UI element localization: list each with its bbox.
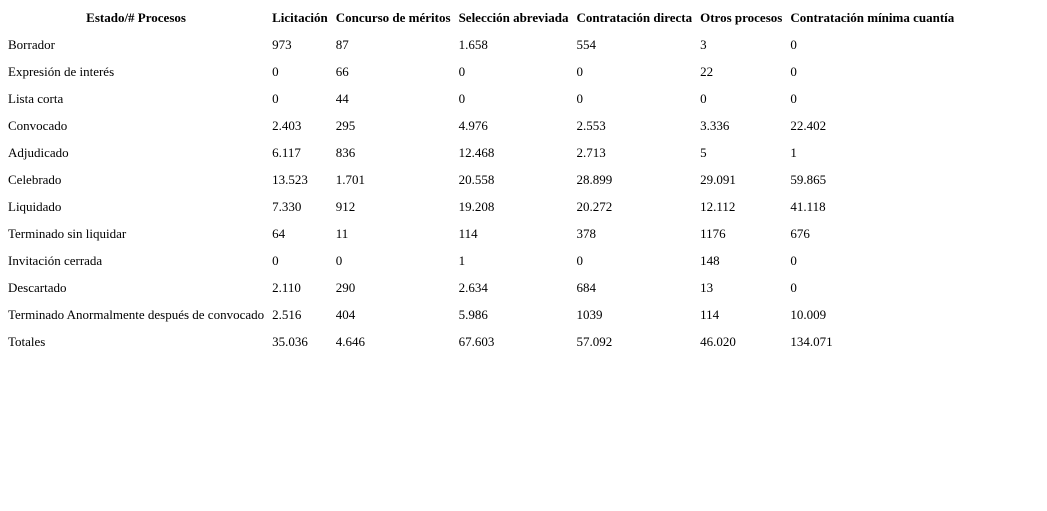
cell-otros-procesos: 114	[700, 306, 720, 322]
table-row	[4, 193, 958, 220]
table-row	[4, 112, 958, 139]
cell-licitacion: 2.403	[272, 117, 302, 133]
cell-concurso-meritos: 404	[335, 306, 356, 322]
cell-seleccion-abreviada: 2.634	[458, 279, 488, 295]
cell-otros-procesos: 3.336	[700, 117, 730, 133]
cell-contratacion-minima-cuantia: 0	[790, 279, 797, 295]
cell-contratacion-directa: 28.899	[576, 171, 613, 187]
cell-licitacion: 6.117	[272, 144, 301, 160]
table-row	[4, 220, 958, 247]
cell-otros-procesos: 148	[700, 252, 720, 268]
table-row	[4, 166, 958, 193]
cell-concurso-meritos: 44	[335, 90, 349, 106]
header-concurso-meritos: Concurso de méritos	[335, 9, 451, 25]
header-otros-procesos: Otros procesos	[700, 9, 783, 25]
cell-concurso-meritos: 4.646	[335, 333, 365, 349]
cell-contratacion-minima-cuantia: 676	[790, 225, 810, 241]
cell-estado: Convocado	[8, 117, 68, 133]
cell-seleccion-abreviada: 1.658	[458, 36, 488, 52]
cell-concurso-meritos: 290	[335, 279, 356, 295]
header-seleccion-abreviada: Selección abreviada	[458, 9, 569, 25]
cell-concurso-meritos: 0	[335, 252, 343, 268]
cell-estado: Invitación cerrada	[8, 252, 103, 268]
procesos-table	[4, 4, 958, 355]
cell-estado: Adjudicado	[8, 144, 69, 160]
table-row	[4, 139, 958, 166]
cell-seleccion-abreviada: 114	[458, 225, 478, 241]
cell-contratacion-minima-cuantia: 1	[790, 144, 797, 160]
cell-contratacion-directa: 684	[576, 279, 596, 295]
table-row	[4, 85, 958, 112]
cell-seleccion-abreviada: 0	[458, 63, 466, 79]
cell-contratacion-directa: 20.272	[576, 198, 613, 214]
cell-contratacion-directa: 0	[576, 63, 583, 79]
cell-seleccion-abreviada: 20.558	[458, 171, 495, 187]
cell-concurso-meritos: 1.701	[335, 171, 365, 187]
header-estado: Estado/# Procesos	[86, 9, 186, 25]
cell-otros-procesos: 0	[700, 90, 707, 106]
cell-seleccion-abreviada: 1	[458, 252, 466, 268]
cell-estado: Terminado Anormalmente después de convocado	[8, 306, 265, 322]
cell-contratacion-minima-cuantia: 0	[790, 252, 797, 268]
cell-contratacion-minima-cuantia: 22.402	[790, 117, 827, 133]
cell-contratacion-directa: 0	[576, 90, 583, 106]
totals-row	[4, 328, 958, 355]
cell-licitacion: 64	[272, 225, 286, 241]
cell-estado: Borrador	[8, 36, 55, 52]
header-contratacion-minima-cuantia: Contratación mínima cuantía	[790, 9, 955, 25]
cell-contratacion-minima-cuantia: 41.118	[790, 198, 826, 214]
cell-concurso-meritos: 912	[335, 198, 356, 214]
cell-licitacion: 0	[272, 63, 279, 79]
cell-licitacion: 35.036	[272, 333, 308, 349]
cell-contratacion-minima-cuantia: 134.071	[790, 333, 833, 349]
cell-contratacion-directa: 2.713	[576, 144, 606, 160]
header-contratacion-directa: Contratación directa	[576, 9, 693, 25]
cell-contratacion-directa: 57.092	[576, 333, 613, 349]
cell-otros-procesos: 3	[700, 36, 707, 52]
cell-estado: Descartado	[8, 279, 67, 295]
cell-licitacion: 0	[272, 252, 279, 268]
cell-contratacion-directa: 2.553	[576, 117, 606, 133]
cell-licitacion: 973	[272, 36, 292, 52]
cell-contratacion-directa: 554	[576, 36, 596, 52]
cell-otros-procesos: 46.020	[700, 333, 736, 349]
cell-estado: Liquidado	[8, 198, 62, 214]
cell-concurso-meritos: 295	[335, 117, 356, 133]
table-header-row	[4, 4, 958, 31]
cell-estado: Expresión de interés	[8, 63, 115, 79]
cell-estado: Lista corta	[8, 90, 64, 106]
cell-otros-procesos: 12.112	[700, 198, 736, 214]
cell-seleccion-abreviada: 4.976	[458, 117, 488, 133]
cell-seleccion-abreviada: 12.468	[458, 144, 495, 160]
cell-otros-procesos: 5	[700, 144, 707, 160]
cell-contratacion-directa: 1039	[576, 306, 603, 322]
cell-licitacion: 13.523	[272, 171, 308, 187]
cell-seleccion-abreviada: 67.603	[458, 333, 495, 349]
cell-contratacion-minima-cuantia: 0	[790, 63, 797, 79]
cell-contratacion-minima-cuantia: 0	[790, 90, 797, 106]
cell-contratacion-directa: 378	[576, 225, 596, 241]
cell-seleccion-abreviada: 0	[458, 90, 466, 106]
table-row	[4, 247, 958, 274]
cell-otros-procesos: 22	[700, 63, 714, 79]
cell-seleccion-abreviada: 5.986	[458, 306, 488, 322]
cell-estado: Totales	[8, 333, 46, 349]
cell-otros-procesos: 13	[700, 279, 714, 295]
cell-contratacion-minima-cuantia: 59.865	[790, 171, 827, 187]
cell-estado: Celebrado	[8, 171, 62, 187]
cell-estado: Terminado sin liquidar	[8, 225, 127, 241]
table-row	[4, 58, 958, 85]
cell-concurso-meritos: 66	[335, 63, 349, 79]
cell-otros-procesos: 1176	[700, 225, 726, 241]
cell-contratacion-minima-cuantia: 0	[790, 36, 797, 52]
cell-otros-procesos: 29.091	[700, 171, 736, 187]
cell-contratacion-minima-cuantia: 10.009	[790, 306, 827, 322]
cell-concurso-meritos: 11	[335, 225, 349, 241]
cell-seleccion-abreviada: 19.208	[458, 198, 495, 214]
table-body	[4, 31, 958, 355]
cell-concurso-meritos: 836	[335, 144, 356, 160]
cell-concurso-meritos: 87	[335, 36, 349, 52]
cell-licitacion: 0	[272, 90, 279, 106]
table-row	[4, 274, 958, 301]
cell-licitacion: 2.110	[272, 279, 301, 295]
cell-licitacion: 7.330	[272, 198, 302, 214]
table-row	[4, 301, 958, 328]
table-row	[4, 31, 958, 58]
cell-contratacion-directa: 0	[576, 252, 583, 268]
header-licitacion: Licitación	[272, 9, 328, 25]
cell-licitacion: 2.516	[272, 306, 302, 322]
